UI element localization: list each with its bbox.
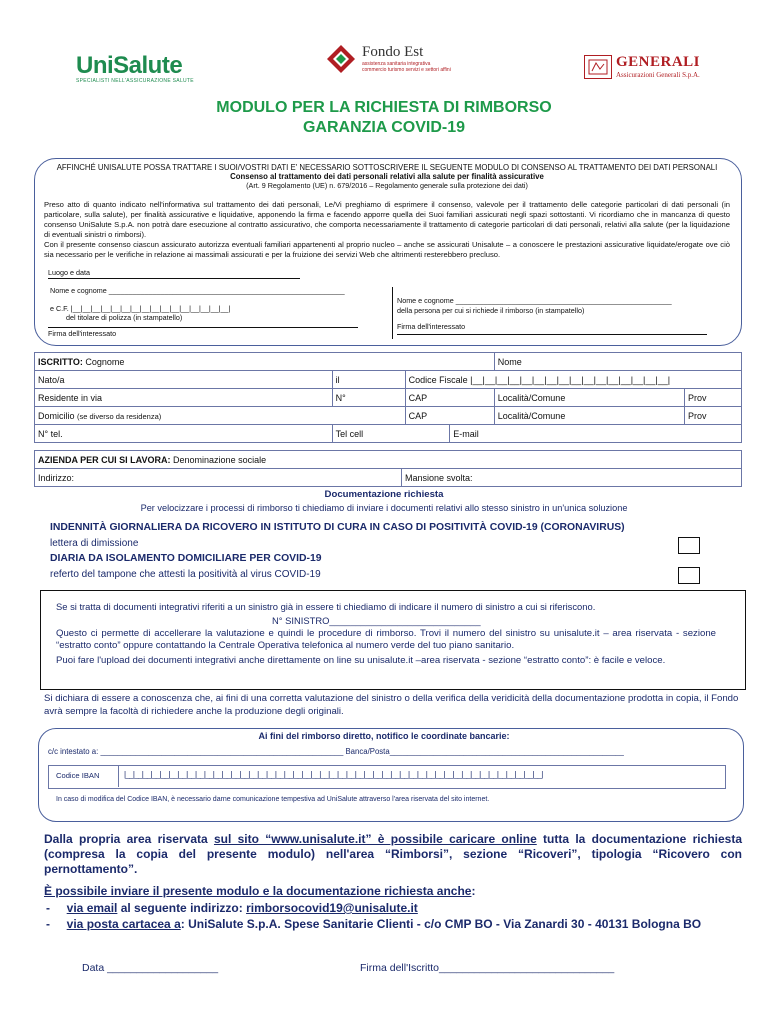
- left-nome-cognome-field[interactable]: Nome e cognome ___________________________________________________________: [50, 286, 345, 295]
- luogo-data-field[interactable]: Luogo e data: [48, 268, 300, 279]
- upload-site-link[interactable]: sul sito “www.unisalute.it” è possibile caricare online: [213, 832, 537, 846]
- indirizzo-field[interactable]: Indirizzo:: [38, 472, 75, 483]
- email-field[interactable]: E-mail: [453, 428, 479, 439]
- fondo-est-logo: [326, 44, 452, 74]
- banca-posta-label: Banca/Posta: [345, 747, 390, 756]
- right-nome-cognome-field[interactable]: Nome e cognome ______________________________________________________: [397, 296, 672, 305]
- consent-heading-block: [40, 163, 734, 190]
- residente-field[interactable]: Residente in via: [38, 392, 103, 403]
- documentazione-subtitle: Per velocizzare i processi di rimborso ti chiediamo di inviare i documenti relativi allo stesso sinistro in un'unica soluzione: [140, 503, 628, 513]
- diaria-desc: referto del tampone che attesti la positività al virus COVID-19: [50, 569, 321, 580]
- diaria-checkbox[interactable]: [678, 567, 700, 584]
- left-titolare-note: del titolare di polizza (in stampatello): [66, 313, 183, 322]
- domicilio-localita-field[interactable]: Località/Comune: [497, 410, 566, 421]
- indennita-desc: lettera di dimissione: [50, 538, 139, 549]
- posta-row: [46, 917, 701, 931]
- left-codice-fiscale-field[interactable]: e C.F. |__|__|__|__|__|__|__|__|__|__|__|__|__|__|__|__|: [50, 304, 231, 313]
- azienda-table: [34, 450, 742, 487]
- email-bullet: -: [46, 901, 67, 915]
- iban-note: In caso di modifica del Codice IBAN, è necessario darne comunicazione tempestiva ad UniSalute attraverso l'area riservata del sito internet.: [56, 796, 490, 803]
- cognome-field[interactable]: Cognome: [85, 356, 125, 367]
- signature-divider: [392, 287, 393, 339]
- fondo-est-logo-name: Fondo Est: [362, 44, 424, 60]
- firma-iscritto-field[interactable]: Firma dell'Iscritto______________________________: [360, 962, 615, 974]
- azienda-label: AZIENDA PER CUI SI LAVORA:: [38, 454, 171, 465]
- bank-title: Ai fini del rimborso diretto, notifico le coordinate bancarie:: [258, 731, 510, 741]
- telcell-field[interactable]: Tel cell: [335, 428, 364, 439]
- consent-heading: AFFINCHÉ UNISALUTE POSSA TRATTARE I SUOI/VOSTRI DATI E' NECESSARIO SOTTOSCRIVERE IL SEGUENTE MODULO DI CONSENSO AL TRATTAMENTO DEI DATI PERSONALI: [56, 163, 718, 172]
- invio-title: È possibile inviare il presente modulo e la documentazione richiesta anche: [44, 884, 472, 898]
- email-address-link[interactable]: rimborsocovid19@unisalute.it: [246, 901, 418, 915]
- upload-text-2: tutta la documentazione richiesta (compresa la copia del presente modulo) nell'area “Rimborsi”, sezione “Ricoveri”, tipologia “Ricovero con pernottamento”.: [44, 832, 742, 876]
- generali-logo-name: GENERALI: [616, 54, 701, 70]
- dichiarazione-text: Si dichiara di essere a conoscenza che, ai fini di una corretta valutazione del sinistro o della verifica della veridicità della documentazione prodotta in copia, il Fondo avrà sempre la facoltà di richiedere anche la produzione degli originali.: [44, 693, 739, 717]
- consent-paragraph-1: Preso atto di quanto indicato nell'informativa sul trattamento dei dati personali, Le/Vi preghiamo di esprimere il consenso, valevole per il trattamento delle categorie particolari di dati personali (in particolare, sulla salute), per finalità assicurative e liquidative, apponendo la firma e facendo apporre quella dei Suoi familiari assicurati negli spazi sottostanti. Vi ricordiamo che in mancanza di questo consenso UniSalute S.p.A. non potrà dare esecuzione al contratto assicurativo, che comporta necessariamente il trattamento di categorie particolari di dati personali, relativi alla salute (per la liquidazione di eventuali sinistri o rimborsi).: [44, 200, 730, 239]
- residente-cap-field[interactable]: CAP: [408, 392, 428, 403]
- il-field[interactable]: il: [335, 374, 340, 385]
- upload-text-1: Dalla propria area riservata: [44, 832, 214, 846]
- codice-fiscale-label: Codice Fiscale: [408, 374, 468, 385]
- generali-lion-icon: [584, 55, 612, 79]
- domicilio-prov-field[interactable]: Prov: [688, 410, 707, 421]
- banca-posta-line: ______________________________________________________: [389, 747, 624, 756]
- cc-intestato-label: c/c intestato a:: [48, 747, 99, 756]
- residente-localita-field[interactable]: Località/Comune: [497, 392, 566, 403]
- codice-fiscale-boxes[interactable]: |__|__|__|__|__|__|__|__|__|__|__|__|__|__|__|__|: [470, 374, 671, 385]
- posta-label: via posta cartacea a: [66, 917, 181, 931]
- email-row: [46, 901, 418, 915]
- ntel-field[interactable]: N° tel.: [38, 428, 63, 439]
- data-signature-field[interactable]: Data ___________________: [82, 962, 219, 974]
- email-label: via email: [66, 901, 118, 915]
- cc-intestato-field[interactable]: [48, 747, 624, 756]
- sinistro-paragraph-2: Puoi fare l'upload dei documenti integrativi anche direttamente on line su unisalute.it –area riservata - sezione “estratto conto”: è facile e veloce.: [56, 655, 666, 666]
- consent-reference: (Art. 9 Regolamento (UE) n. 679/2016 – Regolamento generale sulla protezione dei dati): [246, 181, 528, 190]
- domicilio-note: (se diverso da residenza): [77, 411, 162, 421]
- denominazione-field[interactable]: Denominazione sociale: [173, 454, 267, 465]
- fondo-est-diamond-icon: [326, 44, 356, 74]
- consent-subheading: Consenso al trattamento dei dati personali relativi alla salute per finalità assicurative: [230, 172, 544, 181]
- iban-label: Codice IBAN: [56, 771, 100, 780]
- iban-boxes[interactable]: |__|__|__|__|__|__|__|__|__|__|__|__|__|__|__|__|__|__|__|__|__|__|__|__|__|__|__|__|__|__|__|__|__|__|__|__|__|__|__|__|__|__|__|__|__|__|__|: [124, 770, 543, 779]
- sinistro-intro: Se si tratta di documenti integrativi riferiti a un sinistro già in essere ti chiediamo di indicare il numero di sinistro a cui si riferiscono.: [56, 601, 596, 612]
- indennita-checkbox[interactable]: [678, 537, 700, 554]
- consent-paragraph-2: Con il presente consenso ciascun assicurato autorizza eventuali familiari appartenenti al proprio nucleo – anche se assicurati Unisalute – a conoscere le prestazioni assicurative liquidate/erogate ove ciò sia necessario per le verifiche in relazione ai massimali assicurati e per la fruizione dei servizi Web che altrimenti resterebbero precluso.: [44, 240, 730, 259]
- nato-field[interactable]: Nato/a: [38, 374, 65, 385]
- right-persona-note: della persona per cui si richiede il rimborso (in stampatello): [397, 306, 585, 315]
- unisalute-logo: [76, 52, 194, 84]
- iscritto-table: [34, 352, 742, 443]
- right-firma-field[interactable]: Firma dell'interessato: [397, 322, 707, 335]
- domicilio-cap-field[interactable]: CAP: [408, 410, 428, 421]
- iban-divider: [118, 765, 119, 787]
- email-text: al seguente indirizzo:: [117, 901, 247, 915]
- posta-text: : UniSalute S.p.A. Spese Sanitarie Clienti - c/o CMP BO - Via Zanardi 30 - 40131 Bologna BO: [180, 917, 702, 931]
- generali-logo-tagline: Assicurazioni Generali S.p.A.: [616, 71, 700, 79]
- sinistro-paragraph-1: Questo ci permette di accellerare la valutazione e quindi le procedure di rimborso. Trovi il numero del sinistro su unisalute.it – area riservata - sezione “estratto conto” oppure contattando la Centrale Operativa telefonica al numero verde del tuo piano sanitario.: [56, 628, 716, 651]
- documentazione-title: Documentazione richiesta: [324, 489, 444, 500]
- fondo-est-logo-tagline: assistenza sanitaria integrativa commercio turismo servizi e settori affini: [362, 61, 451, 73]
- upload-instructions: [44, 832, 742, 877]
- diaria-title: DIARIA DA ISOLAMENTO DOMICILIARE PER COVID-19: [50, 553, 322, 564]
- consent-body: [44, 200, 730, 260]
- nome-field[interactable]: Nome: [497, 356, 522, 367]
- domicilio-field[interactable]: Domicilio: [38, 410, 75, 421]
- cc-intestato-line: ________________________________________________________: [100, 747, 344, 756]
- form-subtitle: GARANZIA COVID-19: [302, 119, 466, 136]
- posta-bullet: -: [46, 917, 67, 931]
- unisalute-logo-name: UniSalute: [76, 52, 183, 79]
- residente-numero-field[interactable]: N°: [335, 392, 346, 403]
- generali-logo: [584, 54, 700, 79]
- mansione-field[interactable]: Mansione svolta:: [405, 472, 473, 483]
- sinistro-number-field[interactable]: N° SINISTRO_____________________________: [272, 615, 481, 626]
- indennita-title: INDENNITÀ GIORNALIERA DA RICOVERO IN ISTITUTO DI CURA IN CASO DI POSITIVITÀ COVID-19 (CORONAVIRUS): [50, 522, 625, 533]
- residente-prov-field[interactable]: Prov: [688, 392, 707, 403]
- unisalute-logo-tagline: SPECIALISTI NELL'ASSICURAZIONE SALUTE: [76, 78, 194, 84]
- invio-block: È possibile inviare il presente modulo e la documentazione richiesta anche:: [44, 884, 476, 898]
- left-firma-field[interactable]: Firma dell'interessato: [48, 327, 358, 338]
- iscritto-label: ISCRITTO:: [38, 356, 83, 367]
- form-title: MODULO PER LA RICHIESTA DI RIMBORSO: [216, 99, 552, 116]
